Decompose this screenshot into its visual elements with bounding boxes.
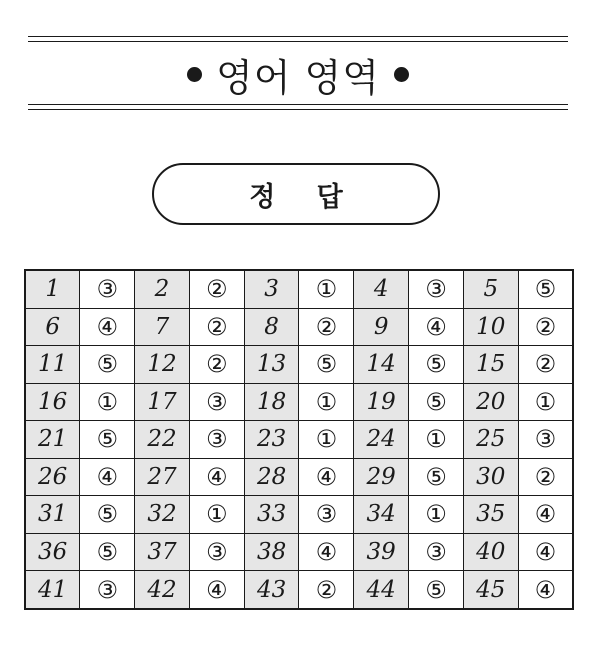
question-number: 41 [25,571,80,609]
question-number: 39 [354,533,409,571]
answer-choice: ④ [299,458,354,496]
answer-choice: ⑤ [409,458,464,496]
answer-choice: ④ [518,496,573,534]
answer-choice: ③ [189,533,244,571]
question-number: 42 [135,571,190,609]
question-number: 14 [354,346,409,384]
question-number: 15 [463,346,518,384]
answer-choice: ② [299,571,354,609]
question-number: 3 [244,270,299,308]
answer-choice: ④ [80,458,135,496]
answer-choice: ① [189,496,244,534]
answer-choice: ⑤ [80,346,135,384]
answer-choice: ⑤ [80,421,135,459]
question-number: 11 [25,346,80,384]
question-number: 2 [135,270,190,308]
answer-choice: ① [409,496,464,534]
question-number: 22 [135,421,190,459]
question-number: 34 [354,496,409,534]
question-number: 27 [135,458,190,496]
bottom-rule-inner [28,104,568,105]
answer-row [25,421,573,459]
answer-choice: ③ [409,533,464,571]
section-title-text: 영어 영역 [216,55,380,100]
question-number: 45 [463,571,518,609]
answer-choice: ① [299,383,354,421]
answer-choice: ③ [299,496,354,534]
answer-row [25,270,573,308]
answer-choice: ⑤ [80,533,135,571]
section-header [28,36,568,112]
question-number: 7 [135,308,190,346]
question-number: 13 [244,346,299,384]
answer-choice: ② [518,458,573,496]
answer-choice: ② [189,346,244,384]
question-number: 44 [354,571,409,609]
question-number: 26 [25,458,80,496]
answer-choice: ③ [518,421,573,459]
bullet-icon [394,67,409,82]
answer-choice: ⑤ [409,383,464,421]
bottom-rule [28,109,568,110]
question-number: 28 [244,458,299,496]
question-number: 38 [244,533,299,571]
answer-choice: ③ [80,270,135,308]
answer-row [25,571,573,609]
answer-choice: ④ [189,458,244,496]
question-number: 32 [135,496,190,534]
question-number: 1 [25,270,80,308]
answer-row [25,346,573,384]
answer-choice: ⑤ [409,346,464,384]
section-title [28,46,568,102]
top-rule-inner [28,41,568,42]
question-number: 40 [463,533,518,571]
answer-choice: ② [518,346,573,384]
question-number: 18 [244,383,299,421]
answer-row [25,383,573,421]
question-number: 35 [463,496,518,534]
question-number: 6 [25,308,80,346]
answer-choice: ② [189,270,244,308]
question-number: 30 [463,458,518,496]
question-number: 24 [354,421,409,459]
question-number: 31 [25,496,80,534]
answer-key-label: 정 답 [249,181,359,213]
question-number: 5 [463,270,518,308]
answer-choice: ⑤ [299,346,354,384]
answer-row [25,533,573,571]
question-number: 37 [135,533,190,571]
answer-choice: ④ [518,571,573,609]
answer-choice: ② [299,308,354,346]
question-number: 17 [135,383,190,421]
question-number: 9 [354,308,409,346]
question-number: 36 [25,533,80,571]
question-number: 12 [135,346,190,384]
answer-table-body [25,270,573,609]
answer-choice: ① [80,383,135,421]
question-number: 23 [244,421,299,459]
answer-choice: ⑤ [80,496,135,534]
answer-choice: ⑤ [409,571,464,609]
answer-choice: ④ [189,571,244,609]
answer-choice: ③ [189,421,244,459]
answer-choice: ④ [409,308,464,346]
question-number: 8 [244,308,299,346]
answer-choice: ④ [80,308,135,346]
question-number: 33 [244,496,299,534]
answer-choice: ① [299,421,354,459]
question-number: 43 [244,571,299,609]
answer-choice: ② [518,308,573,346]
question-number: 10 [463,308,518,346]
answer-choice: ② [189,308,244,346]
question-number: 29 [354,458,409,496]
answer-choice: ④ [299,533,354,571]
answer-table [24,269,574,610]
question-number: 16 [25,383,80,421]
answer-row [25,308,573,346]
question-number: 20 [463,383,518,421]
question-number: 25 [463,421,518,459]
answer-choice: ③ [80,571,135,609]
question-number: 19 [354,383,409,421]
answer-choice: ③ [409,270,464,308]
question-number: 21 [25,421,80,459]
answer-choice: ③ [189,383,244,421]
question-number: 4 [354,270,409,308]
answer-choice: ④ [518,533,573,571]
top-rule [28,36,568,37]
answer-row [25,496,573,534]
answer-choice: ⑤ [518,270,573,308]
answer-row [25,458,573,496]
answer-choice: ① [409,421,464,459]
answer-choice: ① [299,270,354,308]
answer-choice: ① [518,383,573,421]
answer-key-badge [152,163,440,225]
bullet-icon [187,67,202,82]
